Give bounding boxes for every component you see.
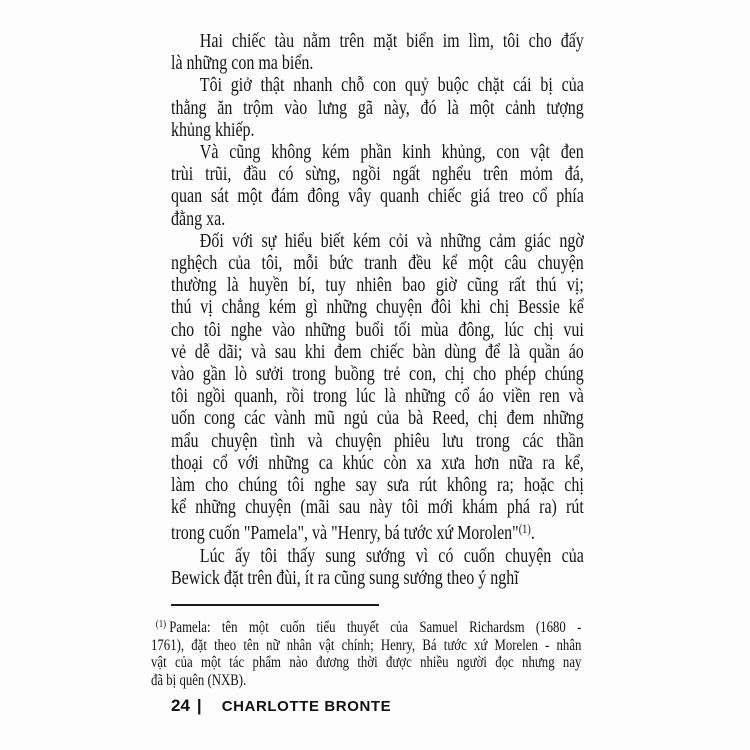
text-segment: . xyxy=(530,522,535,545)
text-line: kể những chuyện (mãi sau này tôi mới khám phá ra) rút xyxy=(171,496,584,519)
text-line: quan sát một đám đông vây quanh chiếc giá treo cổ phía xyxy=(171,185,584,208)
text-line: vào gần lò sưởi trong buồng trẻ con, chị cho phép chúng xyxy=(171,363,584,386)
paragraph xyxy=(171,230,584,545)
text-line: Và cũng không kém phần kinh khủng, con vật đen xyxy=(199,141,584,164)
paragraph xyxy=(171,545,584,589)
body-text xyxy=(171,30,584,589)
text-line-with-footnote-ref xyxy=(171,518,584,544)
footnote-line: vật của một tác phẩm nào đương thời được nhiều người đọc nhưng nay xyxy=(151,654,582,672)
paragraph xyxy=(171,141,584,230)
text-line: uốn cong các vành mũ ngủ của bà Reed, chị đem những xyxy=(171,407,584,430)
page-footer xyxy=(171,696,391,716)
footnote-marker: (1) xyxy=(155,618,167,630)
text-line: Lúc ấy tôi thấy sung sướng vì có cuốn chuyện của xyxy=(199,544,584,567)
footnote-text: Pamela: tên một cuốn tiểu thuyết của Samuel Richardsm (1680 - xyxy=(169,619,582,636)
text-line: cho tôi nghe vào những buổi tối mùa đông, lúc chị vui xyxy=(171,318,584,341)
text-line: Hai chiếc tàu nằm trên mặt biển im lìm, tôi cho đấy xyxy=(199,30,584,52)
text-line: thường là huyền bí, tuy nhiên bao giờ cũng rất thú vị; xyxy=(171,274,584,297)
text-line: làm cho chúng tôi nghe say sưa rút không ra; hoặc chị xyxy=(171,474,584,497)
text-segment: trong cuốn "Pamela", và "Henry, bá tước xứ Morolen" xyxy=(171,522,519,545)
text-line: nghệch của tôi, mỗi bức tranh đều kể một câu chuyện xyxy=(171,252,584,275)
text-line: thoại cổ với những ca khúc còn xa xưa hơn nữa ra kể, xyxy=(171,451,584,474)
footnote-line: đã bị quên (NXB). xyxy=(151,671,247,689)
page-number: 24 xyxy=(171,696,190,715)
text-line: mẩu chuyện tình và chuyện phiêu lưu trong các thần xyxy=(171,429,584,452)
footer-divider: | xyxy=(196,696,202,715)
book-author: CHARLOTTE BRONTE xyxy=(221,698,392,715)
text-line: vẻ dễ dãi; và sau khi đem chiếc bàn dùng để là quần áo xyxy=(171,340,584,363)
footnote-reference: (1) xyxy=(518,521,531,537)
footnote-line: 1761), đặt theo tên nữ nhân vật chính; Henry, Bá tước xứ Morelen - nhân xyxy=(151,636,582,654)
text-line: khủng khiếp. xyxy=(171,118,255,141)
text-line: tôi ngồi quanh, rồi trong lúc là những cổ áo viền ren và xyxy=(171,385,584,408)
text-line: Tôi giở thật nhanh chỗ con quỷ buộc chặt cái bị của xyxy=(199,74,584,97)
footnote xyxy=(151,616,581,689)
text-line: Đối với sự hiểu biết kém cỏi và những cảm giác ngờ xyxy=(199,229,584,252)
paragraph xyxy=(171,74,584,141)
text-line: trùi trũi, đầu có sừng, ngồi ngất nghểu trên mỏm đá, xyxy=(171,163,584,186)
text-line: Bewick đặt trên đùi, ít ra cũng sung sướng theo ý nghĩ xyxy=(171,566,519,589)
paragraph xyxy=(171,30,584,74)
text-line: là những con ma biển. xyxy=(171,52,314,75)
footnote-divider-rule xyxy=(171,604,379,606)
text-line: đằng xa. xyxy=(171,207,226,230)
footnote-line xyxy=(151,616,581,637)
text-line: thú vị chẳng kém gì những chuyện đôi khi chị Bessie kể xyxy=(171,296,584,319)
text-line: thằng ăn trộm vào lưng gã này, đó là một cảnh tượng xyxy=(171,96,584,119)
